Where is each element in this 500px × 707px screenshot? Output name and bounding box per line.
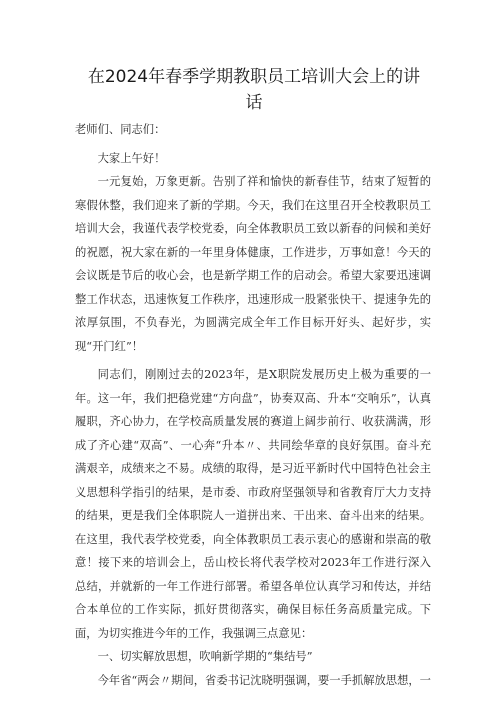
document-title: 在2024年春季学期教职员工培训大会上的讲话 (87, 67, 421, 113)
paragraph-review: 同志们，刚刚过去的2023年，是X职院发展历史上极为重要的一年。这一年，我们把稳党建“方向盘”，协奏双高、升本“交响乐”，认真履职，齐心协力，在学校高质量发展的赛道上阔步前行、收获满满，形成了齐心建“双高”、一心奔“升本〃、共同绘华章的良好氛围。奋斗充满艰辛，成绩来之不易。成绩的取得，是习近平新时代中国特色社会主义思想科学指引的结果，是市委、市政府坚强领导和省教育厅大力支持的结果，更是我们全体职院人一道拼出来、干出来、奋斗出来的结果。在这里，我代表学校党委，向全体教职员工表示衷心的感谢和崇高的敬意！接下来的培训会上，岳山校长将代表学校对2023年工作进行深入总结，并就新的一年工作进行部署。希望各单位认真学习和传达，并结合本单位的工作实际，抓好贯彻落实，确保目标任务高质量完成。下面，为切实推进今年的工作，我强调三点意见： (75, 368, 431, 640)
document-body (75, 118, 431, 692)
paragraph-section-one: 今年省“两会〃期间，省委书记沈晓明强调，要一手抓解放思想，一 (97, 673, 431, 687)
paragraph-opening: 一元复始，万象更新。告别了祥和愉快的新春佳节，结束了短暂的寒假休整，我们迎来了新的学期。今天，我们在这里召开全校教职员工培训大会，我谨代表学校党委，向全体教职员工致以新春的问候和美好的祝愿，祝大家在新的一年里身体健康，工作进步，万事如意！今天的会议既是节后的收心会，也是新学期工作的启动会。希望大家要迅速调整工作状态，迅速恢复工作秩序，迅速形成一股紧张快干、提速争先的浓厚氛围，不负春光，为圆满完成全年工作目标开好头、起好步，实现“开门红”！ (75, 175, 431, 353)
salutation: 老师们、同志们： (75, 123, 166, 136)
greeting: 大家上午好！ (97, 151, 166, 165)
section-heading: 一、切实解放思想，吹响新学期的“集结号” (97, 650, 313, 663)
